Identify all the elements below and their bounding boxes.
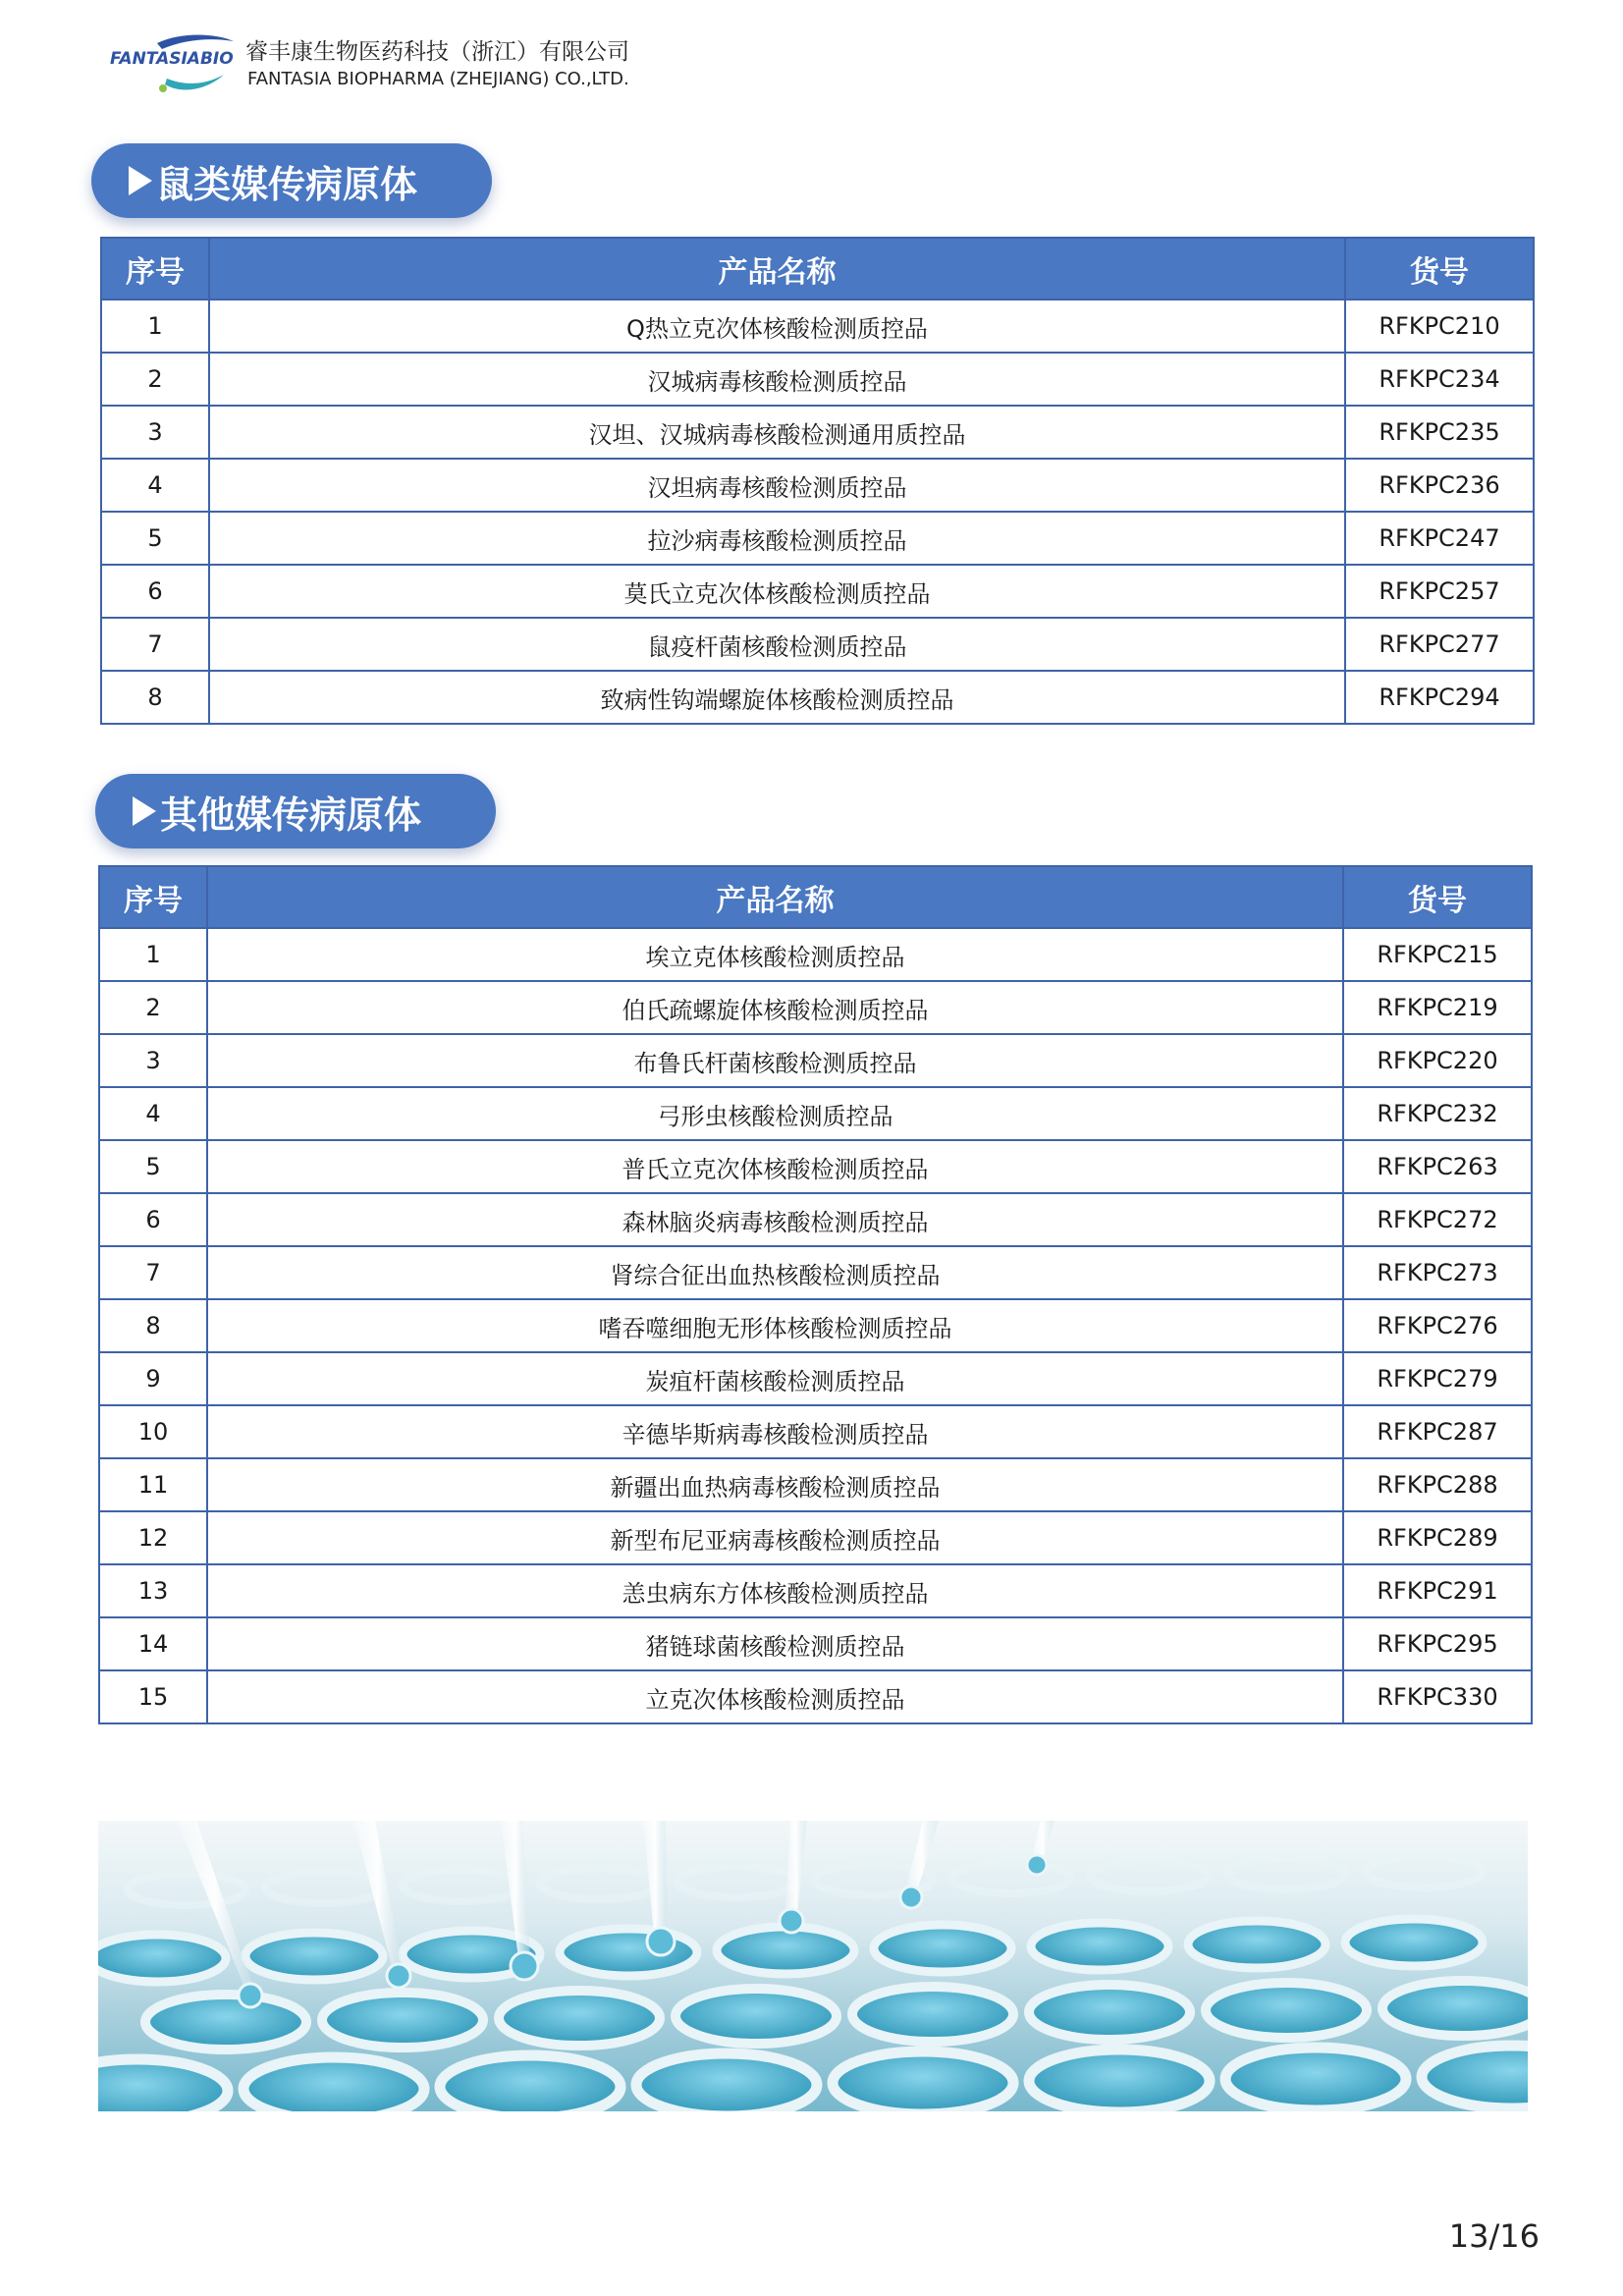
table-row [99, 1034, 1532, 1087]
catalog-number: RFKPC291 [1343, 1564, 1532, 1617]
product-name: 鼠疫杆菌核酸检测质控品 [209, 618, 1345, 671]
row-index: 1 [101, 300, 209, 353]
table-row [99, 1405, 1532, 1458]
catalog-number: RFKPC235 [1345, 406, 1534, 459]
lab-pipette-photo [98, 1821, 1528, 2111]
product-name: 辛德毕斯病毒核酸检测质控品 [207, 1405, 1343, 1458]
row-index: 9 [99, 1352, 207, 1405]
row-index: 6 [101, 565, 209, 618]
product-name: 恙虫病东方体核酸检测质控品 [207, 1564, 1343, 1617]
product-name: 布鲁氏杆菌核酸检测质控品 [207, 1034, 1343, 1087]
product-name: 肾综合征出血热核酸检测质控品 [207, 1246, 1343, 1299]
row-index: 12 [99, 1511, 207, 1564]
row-index: 7 [99, 1246, 207, 1299]
table-row [99, 1670, 1532, 1723]
catalog-number: RFKPC210 [1345, 300, 1534, 353]
table-row [99, 1564, 1532, 1617]
column-header-index: 序号 [101, 238, 209, 300]
table-row [101, 406, 1534, 459]
catalog-number: RFKPC232 [1343, 1087, 1532, 1140]
catalog-number: RFKPC273 [1343, 1246, 1532, 1299]
table-row [101, 353, 1534, 406]
catalog-number: RFKPC276 [1343, 1299, 1532, 1352]
section-title-text: 鼠类媒传病原体 [156, 162, 418, 206]
catalog-number: RFKPC219 [1343, 981, 1532, 1034]
company-logo [108, 29, 241, 98]
table-row [99, 1087, 1532, 1140]
catalog-number: RFKPC287 [1343, 1405, 1532, 1458]
table-row [99, 928, 1532, 981]
row-index: 2 [101, 353, 209, 406]
column-header-product: 产品名称 [209, 238, 1345, 300]
table-row [99, 1193, 1532, 1246]
product-name: 汉坦、汉城病毒核酸检测通用质控品 [209, 406, 1345, 459]
catalog-number: RFKPC295 [1343, 1617, 1532, 1670]
catalog-number: RFKPC215 [1343, 928, 1532, 981]
column-header-catalog: 货号 [1343, 866, 1532, 928]
row-index: 8 [99, 1299, 207, 1352]
catalog-number: RFKPC236 [1345, 459, 1534, 512]
company-name-cn: 睿丰康生物医药科技（浙江）有限公司 [245, 39, 629, 65]
section-title-other [95, 774, 496, 848]
catalog-number: RFKPC247 [1345, 512, 1534, 565]
table-row [99, 1246, 1532, 1299]
table-body [99, 928, 1532, 1723]
product-name: 莫氏立克次体核酸检测质控品 [209, 565, 1345, 618]
product-name: 埃立克体核酸检测质控品 [207, 928, 1343, 981]
table-row [101, 671, 1534, 724]
product-name: 弓形虫核酸检测质控品 [207, 1087, 1343, 1140]
table-body [101, 300, 1534, 724]
column-header-index: 序号 [99, 866, 207, 928]
table-header-row [101, 238, 1534, 300]
row-index: 2 [99, 981, 207, 1034]
catalog-number: RFKPC257 [1345, 565, 1534, 618]
product-name: 新型布尼亚病毒核酸检测质控品 [207, 1511, 1343, 1564]
catalog-number: RFKPC220 [1343, 1034, 1532, 1087]
row-index: 15 [99, 1670, 207, 1723]
table-row [101, 618, 1534, 671]
table-row [99, 1140, 1532, 1193]
table-row [99, 1352, 1532, 1405]
table-row [101, 300, 1534, 353]
column-header-catalog: 货号 [1345, 238, 1534, 300]
catalog-number: RFKPC272 [1343, 1193, 1532, 1246]
product-name: 猪链球菌核酸检测质控品 [207, 1617, 1343, 1670]
well-plate-illustration [98, 1821, 1528, 2111]
play-triangle-icon [133, 796, 156, 826]
catalog-number: RFKPC294 [1345, 671, 1534, 724]
row-index: 14 [99, 1617, 207, 1670]
product-name: 汉坦病毒核酸检测质控品 [209, 459, 1345, 512]
product-name: 嗜吞噬细胞无形体核酸检测质控品 [207, 1299, 1343, 1352]
page-number: 13/16 [1448, 2217, 1540, 2255]
company-name-en: FANTASIA BIOPHARMA (ZHEJIANG) CO.,LTD. [247, 69, 629, 89]
product-name: 立克次体核酸检测质控品 [207, 1670, 1343, 1723]
table-row [101, 459, 1534, 512]
section-title-text: 其他媒传病原体 [160, 793, 422, 837]
catalog-number: RFKPC234 [1345, 353, 1534, 406]
row-index: 7 [101, 618, 209, 671]
table-row [101, 512, 1534, 565]
product-name: 拉沙病毒核酸检测质控品 [209, 512, 1345, 565]
product-name: Q热立克次体核酸检测质控品 [209, 300, 1345, 353]
table-row [99, 1511, 1532, 1564]
row-index: 4 [99, 1087, 207, 1140]
product-name: 致病性钩端螺旋体核酸检测质控品 [209, 671, 1345, 724]
product-name: 炭疽杆菌核酸检测质控品 [207, 1352, 1343, 1405]
product-name: 普氏立克次体核酸检测质控品 [207, 1140, 1343, 1193]
table-row [101, 565, 1534, 618]
product-name: 新疆出血热病毒核酸检测质控品 [207, 1458, 1343, 1511]
catalog-number: RFKPC330 [1343, 1670, 1532, 1723]
catalog-number: RFKPC263 [1343, 1140, 1532, 1193]
product-name: 伯氏疏螺旋体核酸检测质控品 [207, 981, 1343, 1034]
page-header [108, 29, 795, 98]
row-index: 5 [101, 512, 209, 565]
other-pathogen-table [98, 865, 1533, 1724]
row-index: 6 [99, 1193, 207, 1246]
row-index: 13 [99, 1564, 207, 1617]
row-index: 10 [99, 1405, 207, 1458]
table-row [99, 1458, 1532, 1511]
catalog-number: RFKPC279 [1343, 1352, 1532, 1405]
table-header-row [99, 866, 1532, 928]
row-index: 11 [99, 1458, 207, 1511]
table-row [99, 1299, 1532, 1352]
row-index: 3 [101, 406, 209, 459]
table-row [99, 1617, 1532, 1670]
catalog-number: RFKPC288 [1343, 1458, 1532, 1511]
catalog-number: RFKPC289 [1343, 1511, 1532, 1564]
column-header-product: 产品名称 [207, 866, 1343, 928]
row-index: 8 [101, 671, 209, 724]
product-name: 汉城病毒核酸检测质控品 [209, 353, 1345, 406]
row-index: 4 [101, 459, 209, 512]
row-index: 3 [99, 1034, 207, 1087]
play-triangle-icon [129, 166, 152, 195]
row-index: 1 [99, 928, 207, 981]
table-row [99, 981, 1532, 1034]
section-title-rodent [91, 143, 492, 218]
row-index: 5 [99, 1140, 207, 1193]
catalog-number: RFKPC277 [1345, 618, 1534, 671]
logo-text: FANTASIABIO [110, 49, 234, 69]
product-name: 森林脑炎病毒核酸检测质控品 [207, 1193, 1343, 1246]
rodent-pathogen-table [100, 237, 1535, 725]
